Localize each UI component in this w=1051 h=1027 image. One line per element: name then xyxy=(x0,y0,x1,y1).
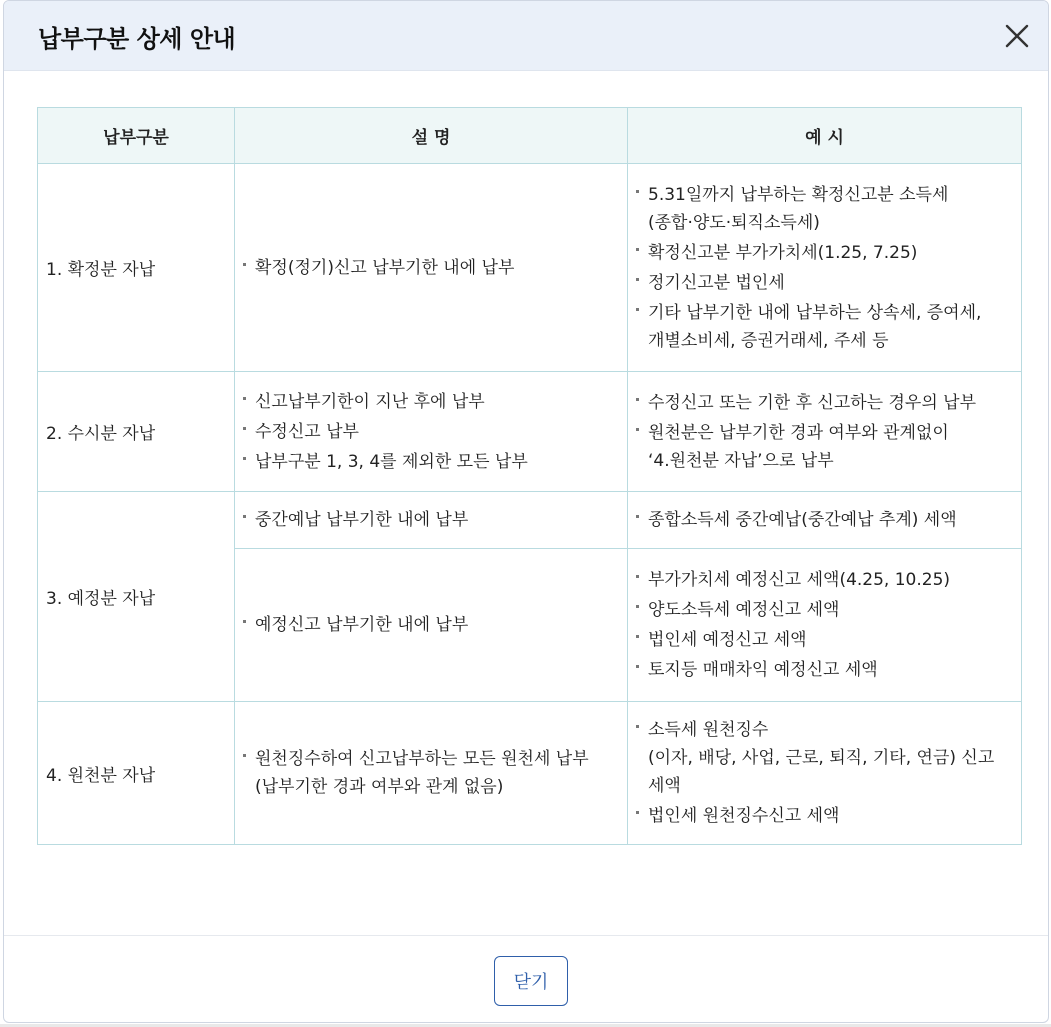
example-cell-list xyxy=(634,716,1011,830)
modal-footer xyxy=(4,935,1048,1023)
list-item-line: 법인세 예정신고 세액 xyxy=(648,630,807,650)
list-item-line: 신고납부기한이 지난 후에 납부 xyxy=(255,391,485,412)
table-row xyxy=(38,372,1022,492)
table-row xyxy=(38,702,1022,845)
description-cell xyxy=(235,372,628,492)
example-cell xyxy=(628,549,1022,702)
list-item-line: 수정신고 납부 xyxy=(255,421,359,442)
table-row xyxy=(38,492,1022,549)
list-item xyxy=(634,626,1011,654)
list-item xyxy=(634,506,1011,534)
payment-type-cell: 1. 확정분 자납 xyxy=(38,164,235,372)
close-icon xyxy=(1000,19,1034,53)
column-header-description: 설 명 xyxy=(235,108,628,164)
list-item-line: 법인세 원천징수신고 세액 xyxy=(648,806,840,826)
list-item-line: 정기신고분 법인세 xyxy=(648,272,785,293)
list-item xyxy=(634,419,1011,475)
example-cell-list xyxy=(634,566,1011,684)
list-item xyxy=(634,716,1011,800)
list-item-line: 토지등 매매차익 예정신고 세액 xyxy=(648,660,878,680)
payment-type-cell: 4. 원천분 자납 xyxy=(38,702,235,845)
list-item-line: 세액 xyxy=(648,776,681,796)
list-item-line: (이자, 배당, 사업, 근로, 퇴직, 기타, 연금) 신고 xyxy=(648,748,995,768)
list-item-line: 원천징수하여 신고납부하는 모든 원천세 납부 xyxy=(255,749,589,769)
table-row xyxy=(38,164,1022,372)
example-cell-list xyxy=(634,389,1011,475)
list-item-line: 소득세 원천징수 xyxy=(648,720,769,740)
list-item xyxy=(241,254,617,282)
example-cell xyxy=(628,164,1022,372)
list-item xyxy=(241,418,617,446)
list-item xyxy=(634,299,1011,355)
description-cell xyxy=(235,492,628,549)
table-header-row xyxy=(38,108,1022,164)
description-cell-list xyxy=(241,745,617,801)
list-item xyxy=(241,388,617,416)
list-item-line: 기타 납부기한 내에 납부하는 상속세, 증여세, xyxy=(648,302,982,323)
description-cell xyxy=(235,549,628,702)
list-item-line: 부가가치세 예정신고 세액(4.25, 10.25) xyxy=(648,570,951,590)
list-item-line: 확정(정기)신고 납부기한 내에 납부 xyxy=(255,257,515,278)
example-cell xyxy=(628,492,1022,549)
list-item xyxy=(634,269,1011,297)
list-item-line: 예정신고 납부기한 내에 납부 xyxy=(255,615,469,635)
list-item xyxy=(634,566,1011,594)
list-item-line: 중간예납 납부기한 내에 납부 xyxy=(255,510,469,530)
list-item xyxy=(634,802,1011,830)
example-cell xyxy=(628,372,1022,492)
list-item-line: 확정신고분 부가가치세(1.25, 7.25) xyxy=(648,242,918,263)
description-cell xyxy=(235,702,628,845)
list-item xyxy=(634,389,1011,417)
description-cell-list xyxy=(241,506,617,534)
list-item-line: 양도소득세 예정신고 세액 xyxy=(648,600,840,620)
column-header-example: 예 시 xyxy=(628,108,1022,164)
description-cell xyxy=(235,164,628,372)
list-item-line: 5.31일까지 납부하는 확정신고분 소득세 xyxy=(648,184,949,205)
list-item xyxy=(241,506,617,534)
example-cell xyxy=(628,702,1022,845)
column-header-type: 납부구분 xyxy=(38,108,235,164)
payment-type-table xyxy=(37,107,1022,845)
list-item-line: ‘4.원천분 자납’으로 납부 xyxy=(648,450,834,471)
list-item-line: (종합·양도·퇴직소득세) xyxy=(648,212,820,233)
payment-type-cell: 2. 수시분 자납 xyxy=(38,372,235,492)
list-item-line: (납부기한 경과 여부와 관계 없음) xyxy=(255,777,504,797)
description-cell-list xyxy=(241,388,617,476)
close-footer-button[interactable]: 닫기 xyxy=(494,956,568,1006)
list-item xyxy=(634,656,1011,684)
table-wrap xyxy=(37,107,1021,845)
list-item xyxy=(634,239,1011,267)
list-item xyxy=(241,611,617,639)
modal-title: 납부구분 상세 안내 xyxy=(38,25,236,53)
list-item xyxy=(634,181,1011,237)
list-item-line: 원천분은 납부기한 경과 여부와 관계없이 xyxy=(648,422,949,443)
list-item-line: 개별소비세, 증권거래세, 주세 등 xyxy=(648,330,889,351)
list-item-line: 납부구분 1, 3, 4를 제외한 모든 납부 xyxy=(255,451,528,472)
list-item xyxy=(241,745,617,801)
close-button[interactable] xyxy=(1000,19,1034,53)
example-cell-list xyxy=(634,506,1011,534)
list-item xyxy=(241,448,617,476)
payment-type-cell: 3. 예정분 자납 xyxy=(38,492,235,702)
description-cell-list xyxy=(241,254,617,282)
list-item xyxy=(634,596,1011,624)
list-item-line: 종합소득세 중간예납(중간예납 추계) 세액 xyxy=(648,510,957,530)
description-cell-list xyxy=(241,611,617,639)
payment-type-modal xyxy=(3,0,1049,1023)
example-cell-list xyxy=(634,181,1011,355)
list-item-line: 수정신고 또는 기한 후 신고하는 경우의 납부 xyxy=(648,392,977,413)
modal-header xyxy=(4,1,1048,71)
